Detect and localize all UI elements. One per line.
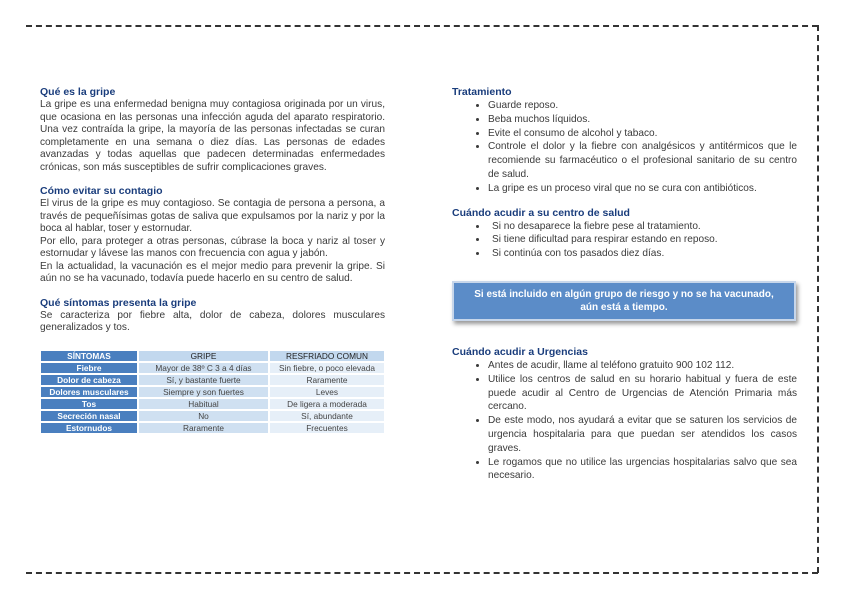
table-cell: Sí, abundante	[269, 410, 385, 422]
table-header: GRIPE	[138, 350, 269, 362]
table-cell: Sin fiebre, o poco elevada	[269, 362, 385, 374]
list-item: • Guarde reposo.	[488, 99, 797, 113]
dashed-border-bottom	[26, 572, 818, 574]
table-row	[40, 374, 385, 386]
left-column	[40, 86, 385, 445]
list-item: • Le rogamos que no utilice las urgencias hospitalarias salvo que sea necesario.	[488, 456, 797, 484]
risk-group-callout	[452, 281, 796, 321]
table-cell: Estornudos	[40, 422, 138, 434]
list-item: • Evite el consumo de alcohol y tabaco.	[488, 127, 797, 141]
table-row	[40, 362, 385, 374]
table-header: SÍNTOMAS	[40, 350, 138, 362]
list-item: • Si tiene dificultad para respirar estando en reposo.	[488, 233, 797, 247]
text-sintomas: Se caracteriza por fiebre alta, dolor de cabeza, dolores musculares generalizados y tos.	[40, 309, 385, 333]
table-cell: Dolores musculares	[40, 386, 138, 398]
table-cell: Raramente	[269, 374, 385, 386]
table-cell: De ligera a moderada	[269, 398, 385, 410]
right-column	[452, 86, 797, 494]
table-cell: No	[138, 410, 269, 422]
heading-que-es: Qué es la gripe	[40, 86, 116, 98]
table-header: RESFRIADO COMUN	[269, 350, 385, 362]
list-centro-salud	[452, 220, 797, 261]
table-cell: Dolor de cabeza	[40, 374, 138, 386]
table-cell: Habitual	[138, 398, 269, 410]
list-item: • La gripe es un proceso viral que no se cura con antibióticos.	[488, 182, 797, 196]
section-tratamiento	[452, 86, 797, 196]
section-que-es	[40, 86, 385, 174]
list-item: • Beba muchos líquidos.	[488, 113, 797, 127]
list-item: • Antes de acudir, llame al teléfono gratuito 900 102 112.	[488, 359, 797, 373]
heading-tratamiento: Tratamiento	[452, 86, 512, 98]
table-cell: Siempre y son fuertes	[138, 386, 269, 398]
list-urgencias	[452, 359, 797, 483]
text-evitar-p3: En la actualidad, la vacunación es el mejor medio para prevenir la gripe. Si aún no se ha vacunado, todavía puede hacerlo en su centro de salud.	[40, 260, 385, 284]
table-row	[40, 398, 385, 410]
table-cell: Mayor de 38º C 3 a 4 días	[138, 362, 269, 374]
list-item: • Si no desaparece la fiebre pese al tratamiento.	[488, 220, 797, 234]
table-cell: Fiebre	[40, 362, 138, 374]
section-centro-salud	[452, 207, 797, 261]
text-que-es: La gripe es una enfermedad benigna muy contagiosa originada por un virus, que ocasiona en las personas una infección aguda del aparato respiratorio. Una vez contraída la gripe, la mayoría de las personas infectadas se curan completamente en una semana o diez días. Las personas de edades avanzadas y todas aquellas que padecen determinadas enfermedades crónicas, son más susceptibles de sufrir complicaciones graves.	[40, 99, 385, 173]
heading-centro-salud: Cuándo acudir a su centro de salud	[452, 206, 630, 219]
table-row	[40, 386, 385, 398]
heading-sintomas: Qué síntomas presenta la gripe	[40, 296, 197, 309]
table-cell: Secreción nasal	[40, 410, 138, 422]
table-cell: Frecuentes	[269, 422, 385, 434]
section-sintomas	[40, 297, 385, 434]
dashed-border-right	[817, 25, 819, 573]
list-item: • De este modo, nos ayudará a evitar que se saturen los servicios de urgencia hospitalaria para que puedan ser atendidos los casos graves.	[488, 414, 797, 455]
table-cell: Leves	[269, 386, 385, 398]
symptoms-table	[40, 350, 385, 434]
list-tratamiento	[452, 99, 797, 196]
text-evitar-p1: El virus de la gripe es muy contagioso. Se contagia de persona a persona, a través de pequeñísimas gotas de saliva que expulsamos por la nariz y por la boca al hablar, toser y estornudar.	[40, 198, 385, 234]
list-item: • Controle el dolor y la fiebre con analgésicos y antitérmicos que le recomiende su farmacéutico o el profesional sanitario de su centro de salud.	[488, 140, 797, 181]
table-cell: Raramente	[138, 422, 269, 434]
list-item: • Utilice los centros de salud en su horario habitual y fuera de este puede acudir al Centro de Urgencias de Atención Primaria más cercano.	[488, 373, 797, 414]
heading-urgencias: Cuándo acudir a Urgencias	[452, 345, 588, 358]
table-row	[40, 410, 385, 422]
table-cell: Sí, y bastante fuerte	[138, 374, 269, 386]
callout-text: Si está incluido en algún grupo de riesgo y no se ha vacunado, aún está a tiempo.	[474, 288, 774, 313]
section-evitar-contagio	[40, 185, 385, 286]
table-cell: Tos	[40, 398, 138, 410]
section-urgencias	[452, 346, 797, 483]
heading-evitar-contagio: Cómo evitar su contagio	[40, 185, 163, 197]
list-item: • Si continúa con tos pasados diez días.	[488, 247, 797, 261]
table-header-row	[40, 350, 385, 362]
table-row	[40, 422, 385, 434]
text-evitar-p2: Por ello, para proteger a otras personas, cúbrase la boca y nariz al toser y estornudar y lávese las manos con frecuencia con agua y jabón.	[40, 235, 385, 259]
dashed-border-top	[26, 25, 818, 27]
